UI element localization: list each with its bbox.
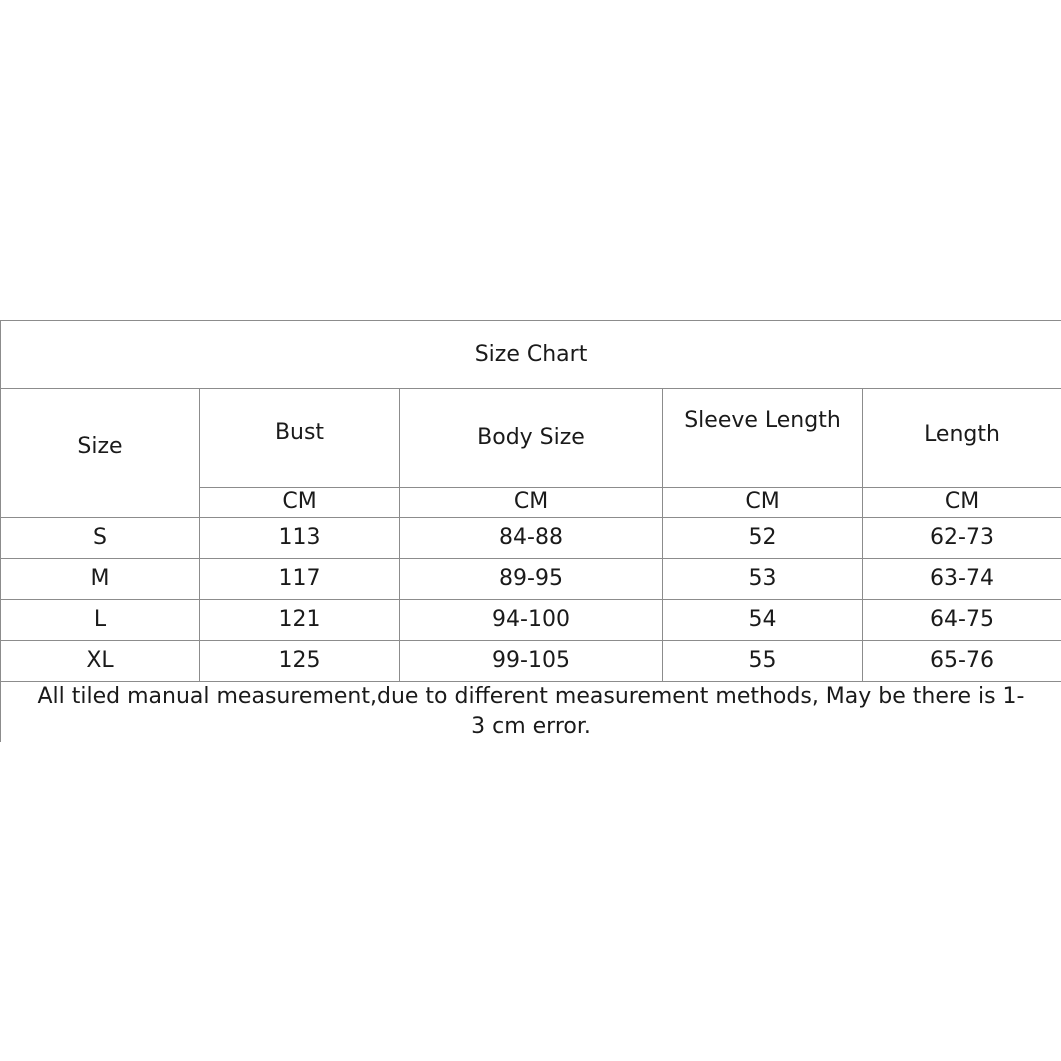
cell-length: 65-76 — [863, 641, 1061, 682]
size-chart-table — [0, 320, 1061, 682]
header-size: Size — [77, 433, 123, 459]
cell-sleeve-length: 55 — [663, 641, 863, 682]
unit-bust: CM — [200, 488, 400, 518]
header-length: Length — [924, 421, 1000, 447]
cell-body-size: 89-95 — [400, 559, 663, 600]
header-bust: Bust — [274, 419, 325, 445]
cell-size: L — [1, 600, 200, 641]
cell-sleeve-length: 53 — [663, 559, 863, 600]
table-row — [1, 518, 1061, 559]
measurement-note-line-2: 3 cm error. — [471, 714, 591, 739]
cell-body-size: 94-100 — [400, 600, 663, 641]
unit-body-size: CM — [400, 488, 663, 518]
cell-length: 62-73 — [863, 518, 1061, 559]
cell-size: M — [1, 559, 200, 600]
header-size-cell — [1, 389, 200, 518]
cell-size: XL — [1, 641, 200, 682]
cell-sleeve-length: 54 — [663, 600, 863, 641]
unit-length: CM — [863, 488, 1061, 518]
cell-bust: 117 — [200, 559, 400, 600]
cell-body-size: 99-105 — [400, 641, 663, 682]
cell-sleeve-length: 52 — [663, 518, 863, 559]
table-row — [1, 641, 1061, 682]
cell-length: 64-75 — [863, 600, 1061, 641]
header-body-size-cell — [400, 389, 663, 488]
cell-bust: 121 — [200, 600, 400, 641]
cell-bust: 113 — [200, 518, 400, 559]
cell-size: S — [1, 518, 200, 559]
header-bust-cell — [200, 389, 400, 488]
measurement-note-line-1: All tiled manual measurement,due to different measurement methods, May be there is 1- — [37, 684, 1025, 709]
header-length-cell — [863, 389, 1061, 488]
cell-body-size: 84-88 — [400, 518, 663, 559]
chart-title: Size Chart — [474, 342, 588, 368]
header-sleeve-length-cell — [663, 389, 863, 488]
measurement-note — [0, 682, 1061, 742]
chart-title-cell — [1, 321, 1061, 389]
size-chart — [0, 320, 1061, 742]
unit-sleeve-length: CM — [663, 488, 863, 518]
cell-length: 63-74 — [863, 559, 1061, 600]
cell-bust: 125 — [200, 641, 400, 682]
table-row — [1, 559, 1061, 600]
header-body-size: Body Size — [477, 424, 585, 450]
table-row — [1, 600, 1061, 641]
header-sleeve-length: Sleeve Length — [684, 407, 841, 433]
